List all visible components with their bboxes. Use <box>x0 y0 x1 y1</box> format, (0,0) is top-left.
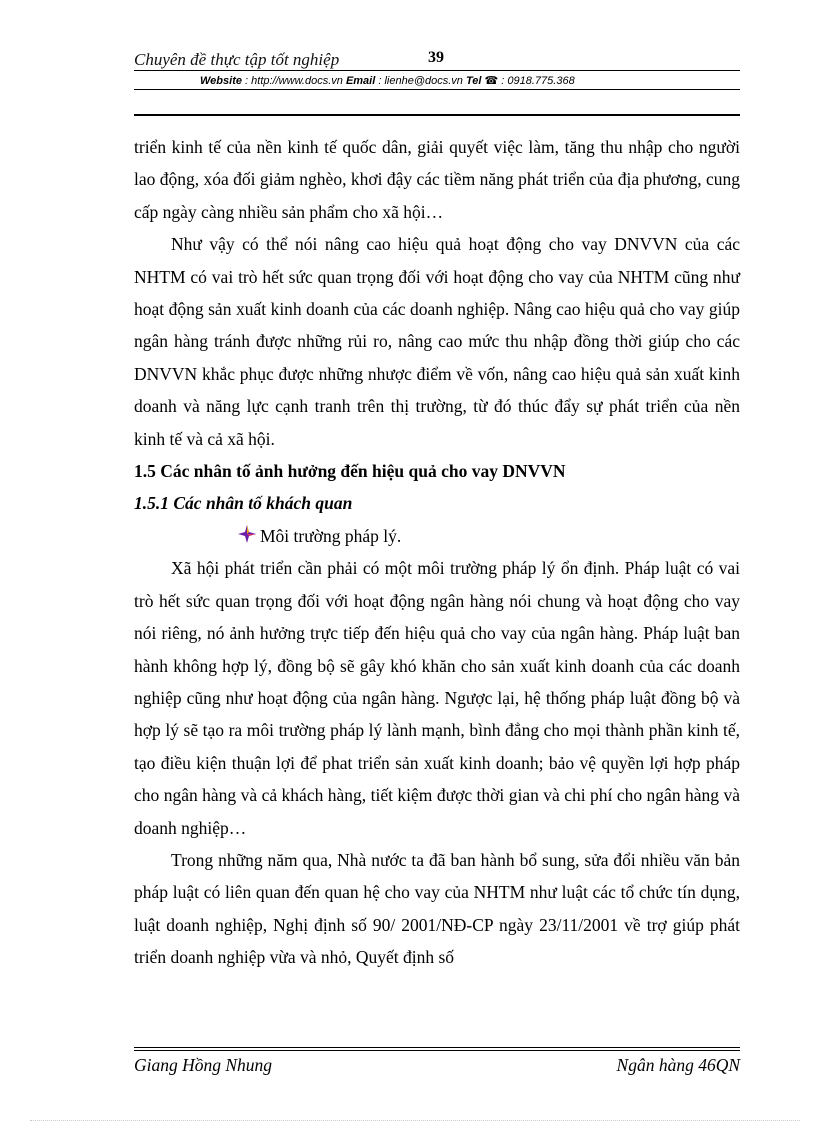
telephone-icon: ☎ <box>484 75 499 87</box>
document-body <box>134 131 740 974</box>
page-number: 39 <box>428 49 444 66</box>
header-contact-line <box>200 74 740 87</box>
footer-rule-top <box>134 1047 740 1048</box>
section-heading-1-5: 1.5 Các nhân tố ảnh hưởng đến hiệu quả cho vay DNVVN <box>134 461 566 482</box>
website-label: Website <box>200 75 242 87</box>
tel-value: : 0918.775.368 <box>501 75 575 87</box>
paragraph-4: Trong những năm qua, Nhà nước ta đã ban hành bổ sung, sửa đổi nhiều văn bản pháp luật có liên quan đến quan hệ cho vay của NHTM như luật các tổ chức tín dụng, luật doanh nghiệp, Nghị định số 90/ 2001/NĐ-CP ngày 23/11/2001 về trợ giúp phát triển doanh nghiệp vừa và nhỏ, Quyết định số <box>134 849 740 968</box>
footer-class: Ngân hàng 46QN <box>616 1055 740 1075</box>
page-bottom-dotted-border <box>30 1120 800 1121</box>
header-rule-bottom <box>134 114 740 116</box>
header-rule-mid <box>134 89 740 90</box>
subsection-heading-1-5-1: 1.5.1 Các nhân tố khách quan <box>134 493 353 514</box>
paragraph-2: Như vậy có thể nói nâng cao hiệu quả hoạt động cho vay DNVVN của các NHTM có vai trò hết sức quan trọng đối với hoạt động cho vay của NHTM cũng như hoạt động sản xuất kinh doanh của các doanh nghiệp. Nâng cao hiệu quả cho vay giúp ngân hàng tránh được những rủi ro, nâng cao mức thu nhập đồng thời giúp cho các DNVVN khắc phục được những nhược điểm về vốn, nâng cao hiệu quả sản xuất kinh doanh và năng lực cạnh tranh trên thị trường, từ đó thúc đẩy sự phát triển của nền kinh tế và cả xã hội. <box>134 234 740 449</box>
header-rule-top <box>134 70 740 71</box>
footer-rule-bottom <box>134 1050 740 1051</box>
paragraph-3: Xã hội phát triển cần phải có một môi trường pháp lý ổn định. Pháp luật có vai trò hết sức quan trọng đối với hoạt động ngân hàng nói chung và hoạt động cho vay nói riêng, nó ảnh hưởng trực tiếp đến hiệu quả cho vay của ngân hàng. Pháp luật ban hành không hợp lý, đồng bộ sẽ gây khó khăn cho sản xuất kinh doanh của các doanh nghiệp cũng như hoạt động của ngân hàng. Ngược lại, hệ thống pháp luật đồng bộ và hợp lý sẽ tạo ra môi trường pháp lý lành mạnh, bình đẳng cho mọi thành phần kinh tế, tạo điều kiện thuận lợi để phat triển sản xuất kinh doanh; bảo vệ quyền lợi hợp pháp cho ngân hàng và cả khách hàng, tiết kiệm được thời gian và chi phí cho ngân hàng và doanh nghiệp… <box>134 558 740 838</box>
footer-author: Giang Hồng Nhung <box>134 1055 273 1075</box>
four-point-star-bullet-icon <box>238 525 256 543</box>
bullet-text: Môi trường pháp lý. <box>260 525 402 546</box>
tel-label: Tel <box>465 75 482 87</box>
website-value: : http://www.docs.vn <box>245 75 343 87</box>
bullet-item <box>134 520 740 552</box>
email-value: : lienhe@docs.vn <box>378 75 463 87</box>
document-title: Chuyên đề thực tập tốt nghiệp <box>134 50 340 69</box>
paragraph-1: triển kinh tế của nền kinh tế quốc dân, giải quyết việc làm, tăng thu nhập cho người lao động, xóa đối giảm nghèo, khơi đậy các tiềm năng phát triển của địa phương, cung cấp ngày càng nhiều sản phẩm cho xã hội… <box>134 137 740 222</box>
email-label: Email <box>345 75 376 87</box>
